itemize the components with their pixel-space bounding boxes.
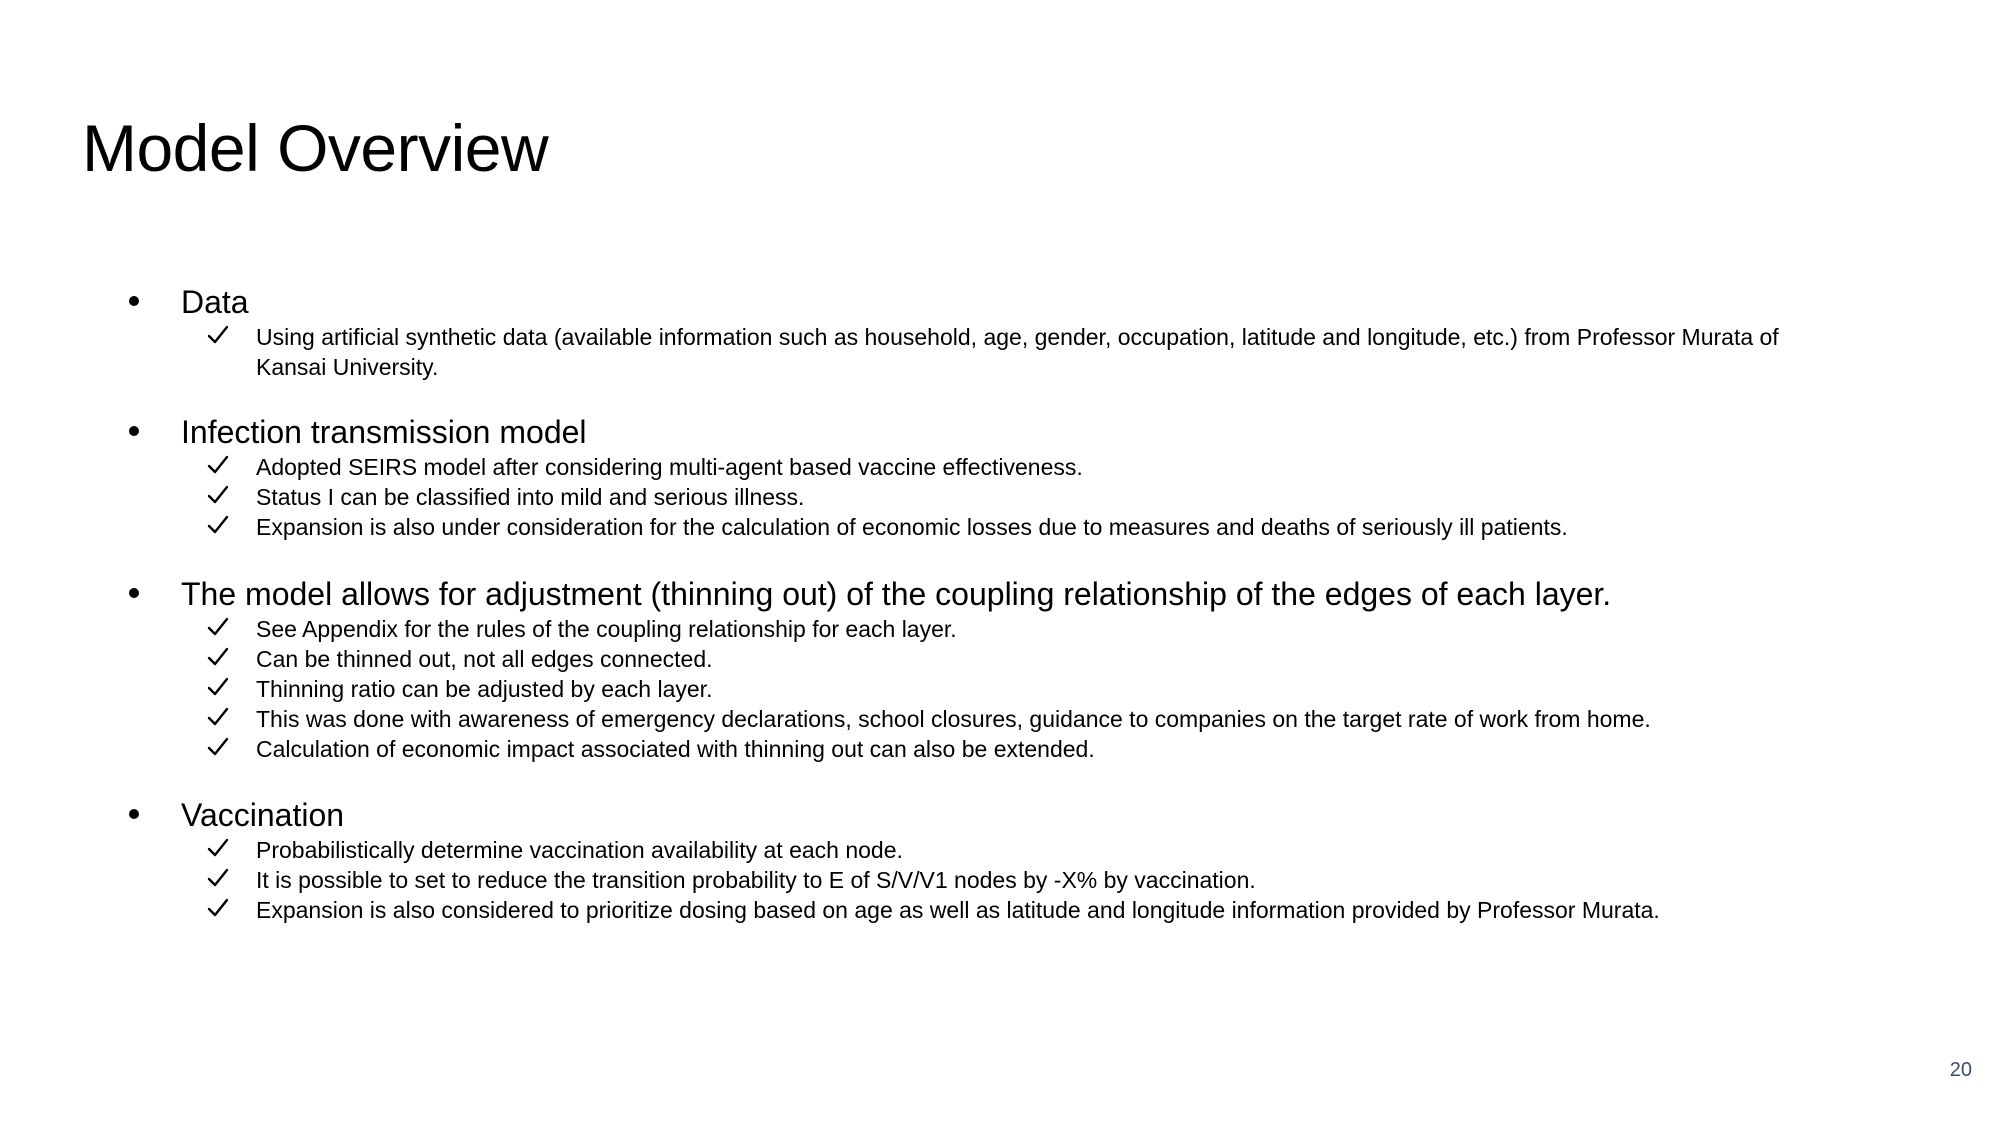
sub-list-item [0,835,2000,865]
sub-list [0,835,2000,925]
checkmark-icon [207,646,229,668]
section-heading: The model allows for adjustment (thinning out) of the coupling relationship of the edges of each layer. [181,576,1612,612]
checkmark-icon [207,324,229,346]
slide-title: Model Overview [82,111,549,185]
checkmark-icon [207,454,229,476]
bullet-dot-icon [129,809,139,819]
sub-item-text: Expansion is also considered to prioritize dosing based on age as well as latitude and longitude information provided by Professor Murata. [256,897,1660,923]
sub-list-item [0,644,2000,674]
checkmark-icon [207,837,229,859]
sub-list-item [0,865,2000,895]
checkmark-icon [207,514,229,536]
bullet-item [0,282,2000,322]
bullet-dot-icon [129,296,139,306]
section-infection-model [0,412,2000,542]
sub-list [0,322,2000,382]
sub-item-text: It is possible to set to reduce the transition probability to E of S/V/V1 nodes by -X% by vaccination. [256,867,1256,893]
checkmark-icon [207,736,229,758]
section-heading: Infection transmission model [181,414,587,450]
section-heading: Vaccination [181,797,345,833]
sub-item-text: Calculation of economic impact associated with thinning out can also be extended. [256,736,1095,762]
sub-list-item [0,512,2000,542]
page-number: 20 [1949,1059,1972,1081]
sub-item-text: Adopted SEIRS model after considering multi-agent based vaccine effectiveness. [256,454,1083,480]
sub-item-text: Expansion is also under consideration for the calculation of economic losses due to measures and deaths of seriously ill patients. [256,514,1568,540]
sub-item-text: Thinning ratio can be adjusted by each layer. [256,676,713,702]
section-coupling-adjustment [0,574,2000,764]
sub-list [0,614,2000,764]
bullet-item [0,412,2000,452]
checkmark-icon [207,484,229,506]
sub-item-text: Can be thinned out, not all edges connected. [256,646,713,672]
sub-list-item [0,614,2000,644]
sub-item-text: Status I can be classified into mild and serious illness. [256,484,805,510]
checkmark-icon [207,676,229,698]
sub-list-item [0,452,2000,482]
sub-item-text: See Appendix for the rules of the coupling relationship for each layer. [256,616,957,642]
sub-list-item [0,704,2000,734]
section-vaccination [0,795,2000,925]
checkmark-icon [207,867,229,889]
sub-item-text: Using artificial synthetic data (available information such as household, age, gender, occupation, latitude and longitude, etc.) from Professor Murata of Kansai University. [256,324,1779,380]
bullet-item [0,574,2000,614]
checkmark-icon [207,616,229,638]
sub-item-text: This was done with awareness of emergency declarations, school closures, guidance to companies on the target rate of work from home. [256,706,1651,732]
sub-list-item [0,674,2000,704]
checkmark-icon [207,897,229,919]
sub-list-item [0,482,2000,512]
sub-list-item [0,734,2000,764]
sub-list-item [0,895,2000,925]
section-heading: Data [181,284,249,320]
bullet-dot-icon [129,588,139,598]
sub-list-item [0,322,2000,382]
checkmark-icon [207,706,229,728]
sub-item-text: Probabilistically determine vaccination availability at each node. [256,837,903,863]
sub-list [0,452,2000,542]
bullet-item [0,795,2000,835]
bullet-dot-icon [129,426,139,436]
section-data [0,282,2000,382]
